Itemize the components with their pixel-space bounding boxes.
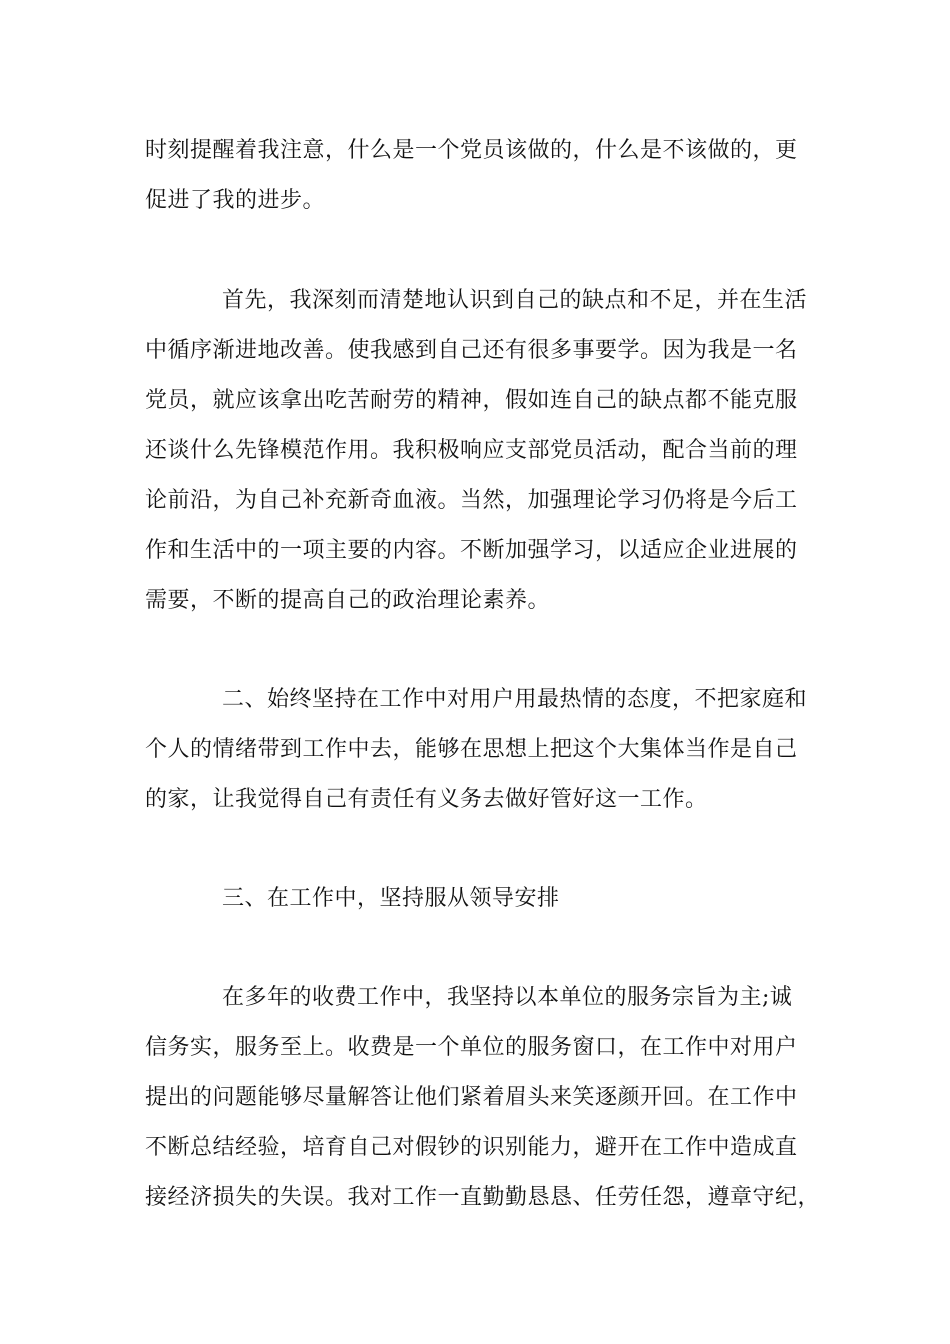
paragraph-2-line-3: 党员，就应该拿出吃苦耐劳的精神，假如连自己的缺点都不能克服 <box>145 388 798 413</box>
paragraph-5-line-1: 在多年的收费工作中，我坚持以本单位的服务宗旨为主;诚 <box>222 985 793 1010</box>
paragraph-1-line-1: 时刻提醒着我注意，什么是一个党员该做的，什么是不该做的，更 <box>145 138 798 163</box>
paragraph-5-line-5: 接经济损失的失误。我对工作一直勤勤恳恳、任劳任怨，遵章守纪， <box>145 1185 821 1210</box>
paragraph-2-line-5: 论前沿，为自己补充新奇血液。当然，加强理论学习仍将是今后工 <box>145 488 798 513</box>
paragraph-2-line-4: 还谈什么先锋模范作用。我积极响应支部党员活动，配合当前的理 <box>145 438 798 463</box>
paragraph-3-line-3: 的家，让我觉得自己有责任有义务去做好管好这一工作。 <box>145 787 708 812</box>
paragraph-2-line-6: 作和生活中的一项主要的内容。不断加强学习，以适应企业进展的 <box>145 538 798 563</box>
paragraph-1-line-2: 促进了我的进步。 <box>145 188 326 213</box>
paragraph-5-line-3: 提出的问题能够尽量解答让他们紧着眉头来笑逐颜开回。在工作中 <box>145 1085 798 1110</box>
paragraph-5-line-2: 信务实，服务至上。收费是一个单位的服务窗口，在工作中对用户 <box>145 1035 798 1060</box>
paragraph-2-line-1: 首先，我深刻而清楚地认识到自己的缺点和不足，并在生活 <box>222 288 808 313</box>
paragraph-3-line-1: 二、始终坚持在工作中对用户用最热情的态度，不把家庭和 <box>222 687 808 712</box>
paragraph-2-line-7: 需要，不断的提高自己的政治理论素养。 <box>145 588 551 613</box>
section-heading-3: 三、在工作中，坚持服从领导安排 <box>222 886 560 911</box>
paragraph-3-line-2: 个人的情绪带到工作中去，能够在思想上把这个大集体当作是自己 <box>145 737 798 762</box>
paragraph-2-line-2: 中循序渐进地改善。使我感到自己还有很多事要学。因为我是一名 <box>145 338 798 363</box>
paragraph-5-line-4: 不断总结经验，培育自己对假钞的识别能力，避开在工作中造成直 <box>145 1135 798 1160</box>
